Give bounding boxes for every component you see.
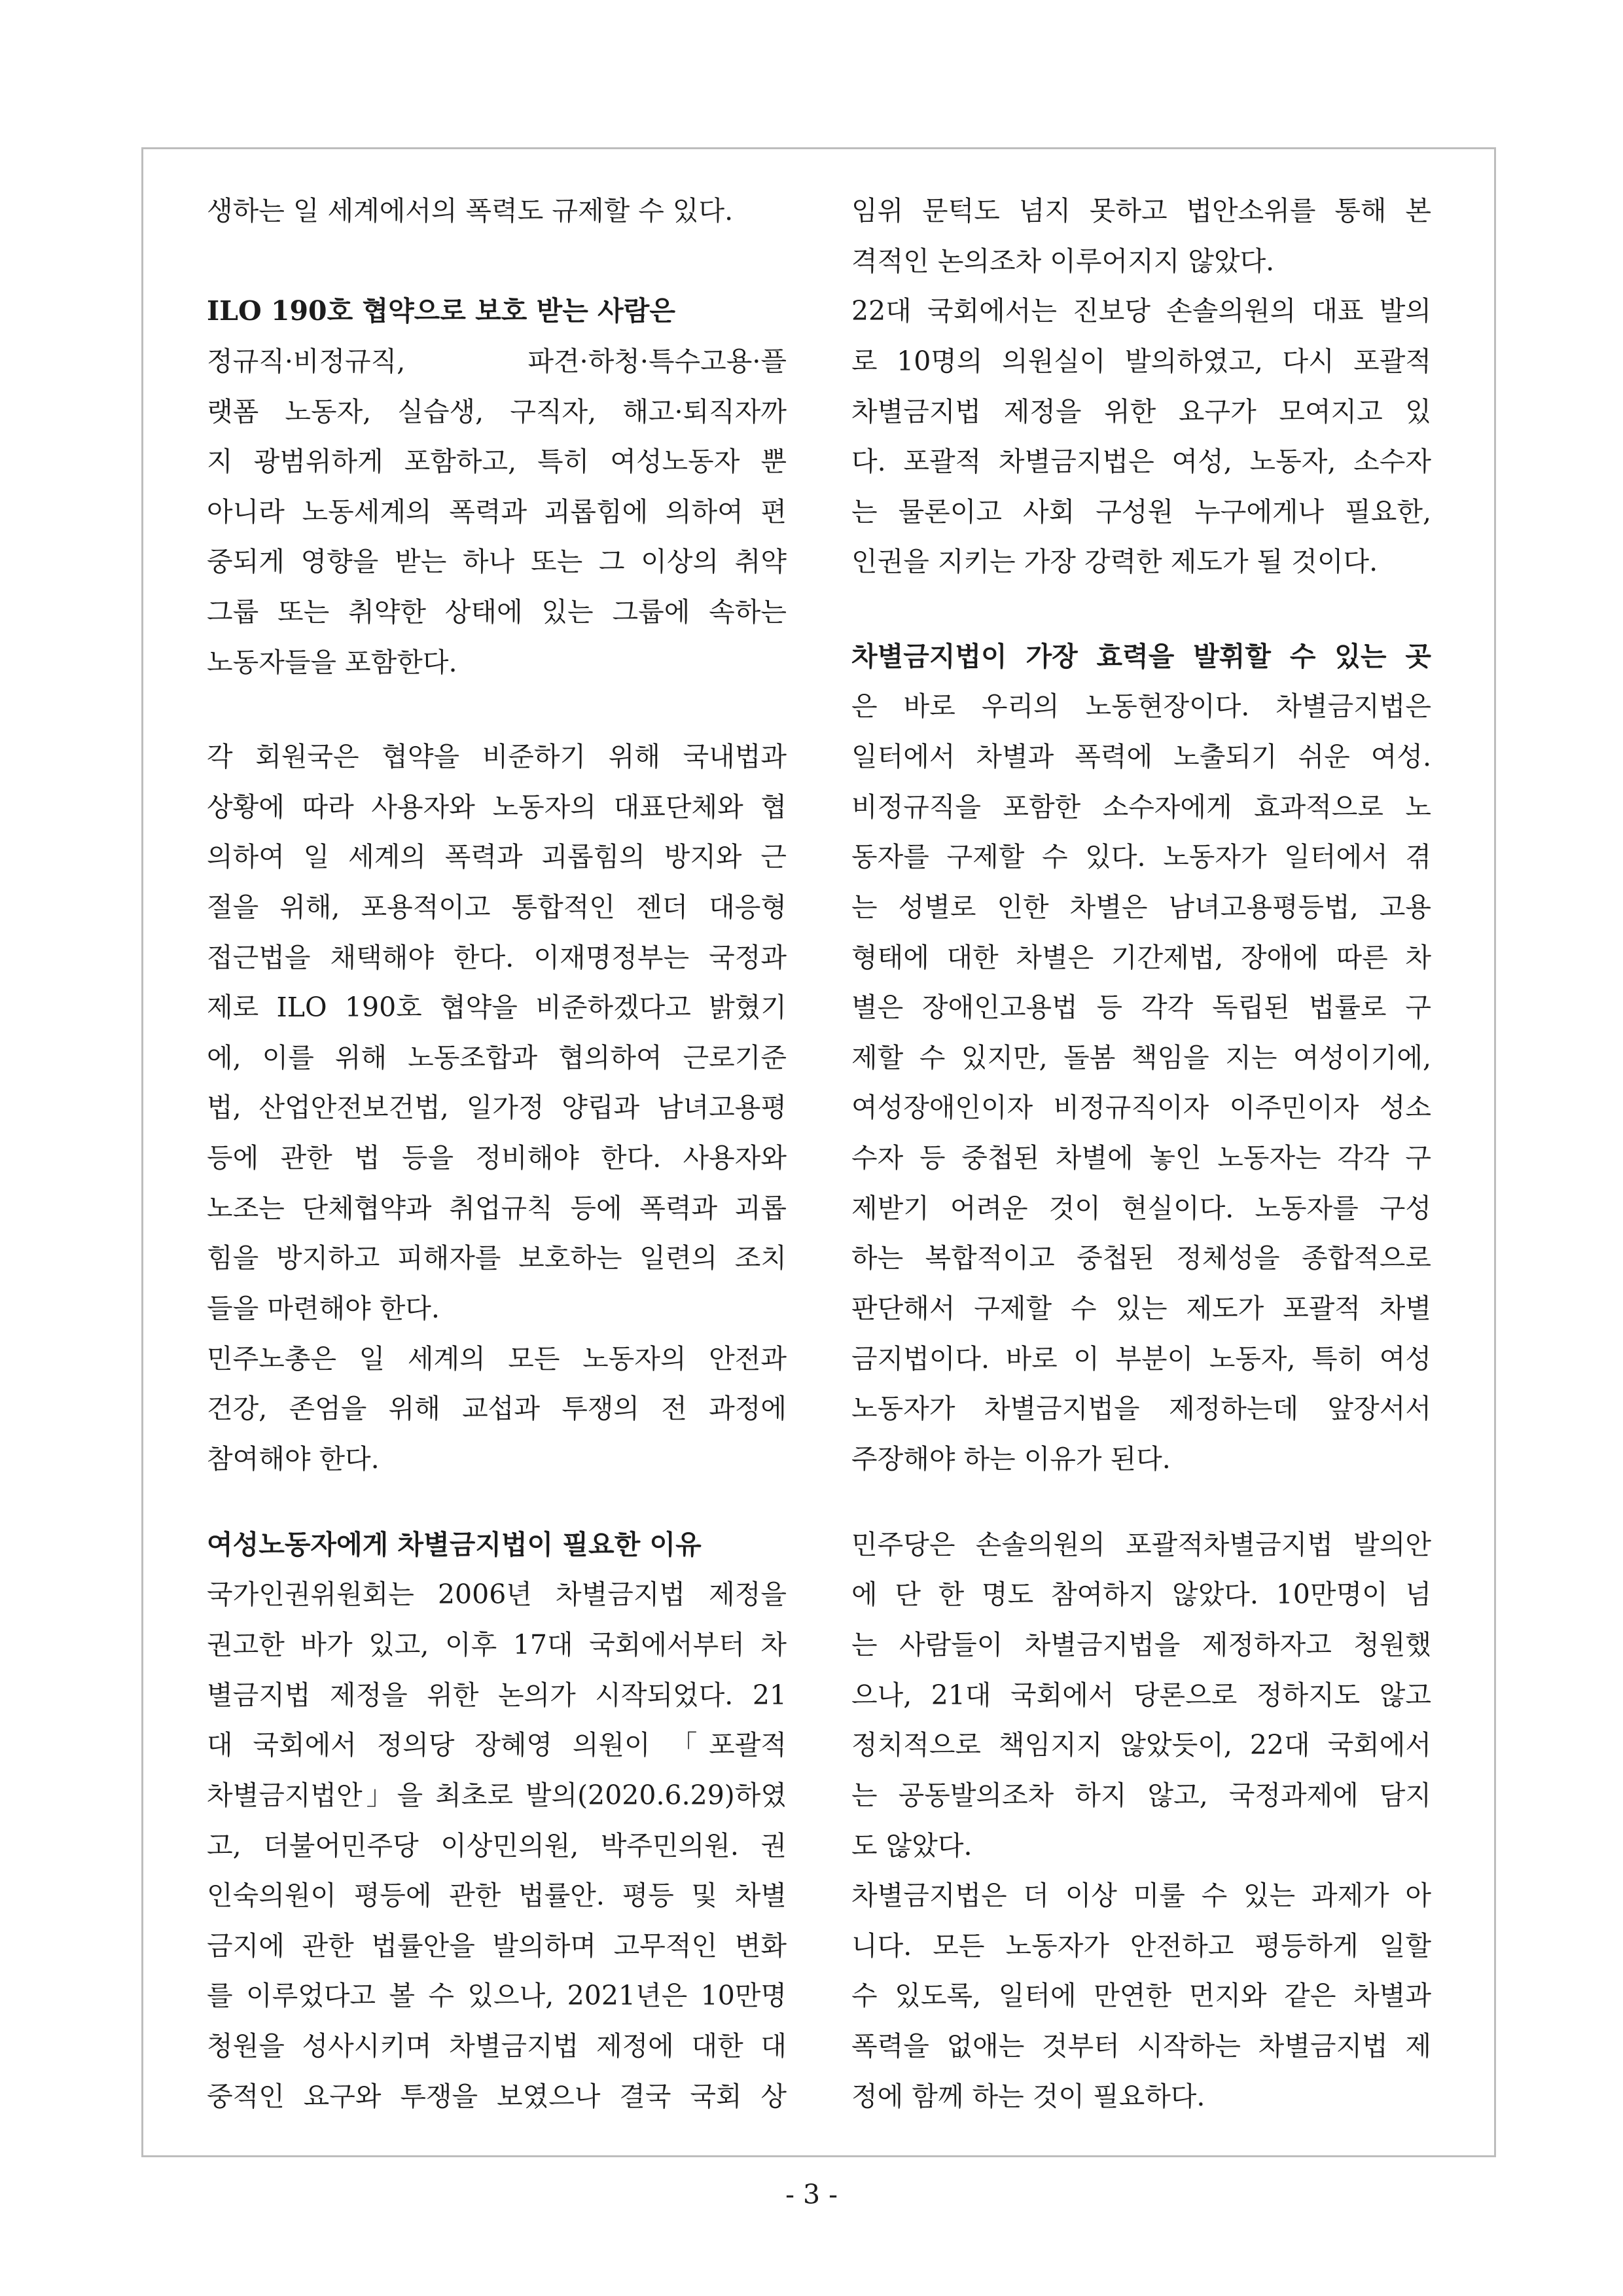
- text-line: 격적인 논의조차 이루어지지 않았다.: [851, 245, 1275, 277]
- text-line: 노조는 단체협약과 취업규칙 등에 폭력과 괴롭: [207, 1192, 787, 1224]
- text-line: 노동자들을 포함한다.: [207, 646, 457, 678]
- text-line: 제할 수 있지만, 돌봄 책임을 지는 여성이기에,: [851, 1041, 1431, 1073]
- text-line: 노동자가 차별금지법을 제정하는데 앞장서서: [851, 1393, 1431, 1425]
- section-heading: ILO 190호 협약으로 보호 받는 사람은: [207, 295, 675, 327]
- text-line: 인숙의원이 평등에 관한 법률안. 평등 및 차별: [207, 1880, 787, 1912]
- text-line: 고, 더불어민주당 이상민의원, 박주민의원. 권: [207, 1829, 787, 1861]
- text-line: 제받기 어려운 것이 현실이다. 노동자를 구성: [851, 1192, 1431, 1224]
- text-line: 니다. 모든 노동자가 안전하고 평등하게 일할: [851, 1929, 1431, 1962]
- text-line: 정치적으로 책임지지 않았듯이, 22대 국회에서: [851, 1729, 1431, 1761]
- text-line: 차별금지법 제정을 위한 요구가 모여지고 있: [851, 395, 1431, 427]
- text-line: 여성장애인이자 비정규직이자 이주민이자 성소: [851, 1092, 1431, 1124]
- right-column: [851, 186, 1431, 2121]
- text-line: 으나, 21대 국회에서 당론으로 정하지도 않고: [851, 1679, 1431, 1711]
- left-column: [207, 186, 787, 2121]
- text-line: 일터에서 차별과 폭력에 노출되기 쉬운 여성.: [851, 741, 1431, 772]
- text-line: 도 않았다.: [851, 1829, 972, 1861]
- text-line: 차별금지법은 더 이상 미룰 수 있는 과제가 아: [851, 1880, 1431, 1912]
- text-line: 다. 포괄적 차별금지법은 여성, 노동자, 소수자: [851, 446, 1431, 478]
- text-line: 민주당은 손솔의원의 포괄적차별금지법 발의안: [851, 1528, 1431, 1560]
- text-line: 은 바로 우리의 노동현장이다. 차별금지법은: [851, 691, 1431, 723]
- text-line: 랫폼 노동자, 실습생, 구직자, 해고·퇴직자까: [207, 395, 787, 427]
- text-line: 아니라 노동세계의 폭력과 괴롭힘에 의하여 편: [207, 495, 787, 528]
- text-line: 판단해서 구제할 수 있는 제도가 포괄적 차별: [851, 1293, 1431, 1325]
- text-line: 동자를 구제할 수 있다. 노동자가 일터에서 겪: [851, 841, 1431, 873]
- text-line: 권고한 바가 있고, 이후 17대 국회에서부터 차: [207, 1628, 787, 1660]
- text-line: 상황에 따라 사용자와 노동자의 대표단체와 협: [207, 791, 787, 823]
- text-line: 국가인권위원회는 2006년 차별금지법 제정을: [207, 1579, 787, 1611]
- text-line: 중되게 영향을 받는 하나 또는 그 이상의 취약: [207, 546, 787, 578]
- text-line: 주장해야 하는 이유가 된다.: [851, 1443, 1171, 1475]
- text-line: 지 광범위하게 포함하고, 특히 여성노동자 뿐: [207, 446, 787, 478]
- text-line: 등에 관한 법 등을 정비해야 한다. 사용자와: [207, 1142, 787, 1174]
- text-line: 폭력을 없애는 것부터 시작하는 차별금지법 제: [851, 2030, 1431, 2062]
- text-line: 힘을 방지하고 피해자를 보호하는 일련의 조치: [207, 1242, 787, 1274]
- paragraph-spacer: [207, 1484, 787, 1520]
- text-line: 22대 국회에서는 진보당 손솔의원의 대표 발의: [851, 295, 1431, 327]
- text-line: 생하는 일 세계에서의 폭력도 규제할 수 있다.: [207, 195, 734, 226]
- text-line: 수 있도록, 일터에 만연한 먼지와 같은 차별과: [851, 1980, 1431, 2012]
- text-line: 임위 문턱도 넘지 못하고 법안소위를 통해 본: [851, 195, 1431, 226]
- paragraph-spacer: [851, 587, 1431, 632]
- text-line: 건강, 존엄을 위해 교섭과 투쟁의 전 과정에: [207, 1393, 787, 1425]
- text-line: 는 사람들이 차별금지법을 제정하자고 청원했: [851, 1628, 1431, 1660]
- text-line: 금지에 관한 법률안을 발의하며 고무적인 변화: [207, 1929, 787, 1962]
- text-line: 참여해야 한다.: [207, 1443, 380, 1475]
- text-line: 절을 위해, 포용적이고 통합적인 젠더 대응형: [207, 891, 787, 923]
- text-line: 하는 복합적이고 중첩된 정체성을 종합적으로: [851, 1242, 1431, 1274]
- text-line: 각 회원국은 협약을 비준하기 위해 국내법과: [207, 741, 787, 772]
- text-line: 별은 장애인고용법 등 각각 독립된 법률로 구: [851, 992, 1431, 1024]
- section-heading: 차별금지법이 가장 효력을 발휘할 수 있는 곳: [851, 640, 1431, 672]
- text-line: 들을 마련해야 한다.: [207, 1293, 440, 1325]
- section-heading: 여성노동자에게 차별금지법이 필요한 이유: [207, 1528, 702, 1560]
- text-line: 를 이루었다고 볼 수 있으나, 2021년은 10만명: [207, 1980, 787, 2012]
- text-line: 에, 이를 위해 노동조합과 협의하여 근로기준: [207, 1041, 787, 1073]
- text-line: 제로 ILO 190호 협약을 비준하겠다고 밝혔기: [207, 992, 787, 1024]
- text-line: 법, 산업안전보건법, 일가정 양립과 남녀고용평: [207, 1092, 787, 1124]
- paragraph-spacer: [851, 1484, 1431, 1520]
- text-line: 형태에 대한 차별은 기간제법, 장애에 따른 차: [851, 941, 1431, 973]
- text-line: 인권을 지키는 가장 강력한 제도가 될 것이다.: [851, 546, 1378, 578]
- text-line: 대 국회에서 정의당 장혜영 의원이 「포괄적: [207, 1729, 787, 1761]
- text-line: 그룹 또는 취약한 상태에 있는 그룹에 속하는: [207, 596, 787, 628]
- text-line: 정에 함께 하는 것이 필요하다.: [851, 2080, 1205, 2112]
- text-line: 중적인 요구와 투쟁을 보였으나 결국 국회 상: [207, 2080, 787, 2112]
- text-line: 별금지법 제정을 위한 논의가 시작되었다. 21: [207, 1679, 787, 1711]
- paragraph-spacer: [207, 687, 787, 732]
- text-line: 는 성별로 인한 차별은 남녀고용평등법, 고용: [851, 891, 1431, 923]
- text-line: 민주노총은 일 세계의 모든 노동자의 안전과: [207, 1342, 787, 1374]
- text-line: 금지법이다. 바로 이 부분이 노동자, 특히 여성: [851, 1342, 1431, 1374]
- text-line: 의하여 일 세계의 폭력과 괴롭힘의 방지와 근: [207, 841, 787, 873]
- text-line: 는 공동발의조차 하지 않고, 국정과제에 담지: [851, 1779, 1431, 1811]
- text-line: 정규직·비정규직, 파견·하청·특수고용·플: [207, 345, 787, 377]
- text-line: 청원을 성사시키며 차별금지법 제정에 대한 대: [207, 2030, 787, 2062]
- text-line: 에 단 한 명도 참여하지 않았다. 10만명이 넘: [851, 1579, 1431, 1611]
- text-line: 는 물론이고 사회 구성원 누구에게나 필요한,: [851, 495, 1431, 528]
- text-line: 접근법을 채택해야 한다. 이재명정부는 국정과: [207, 941, 787, 973]
- text-line: 비정규직을 포함한 소수자에게 효과적으로 노: [851, 791, 1431, 823]
- page-number: - 3 -: [785, 2179, 838, 2210]
- text-line: 차별금지법안」을 최초로 발의(2020.6.29)하였: [207, 1779, 787, 1811]
- paragraph-spacer: [207, 236, 787, 287]
- text-line: 로 10명의 의원실이 발의하였고, 다시 포괄적: [851, 345, 1431, 377]
- text-line: 수자 등 중첩된 차별에 놓인 노동자는 각각 구: [851, 1142, 1431, 1174]
